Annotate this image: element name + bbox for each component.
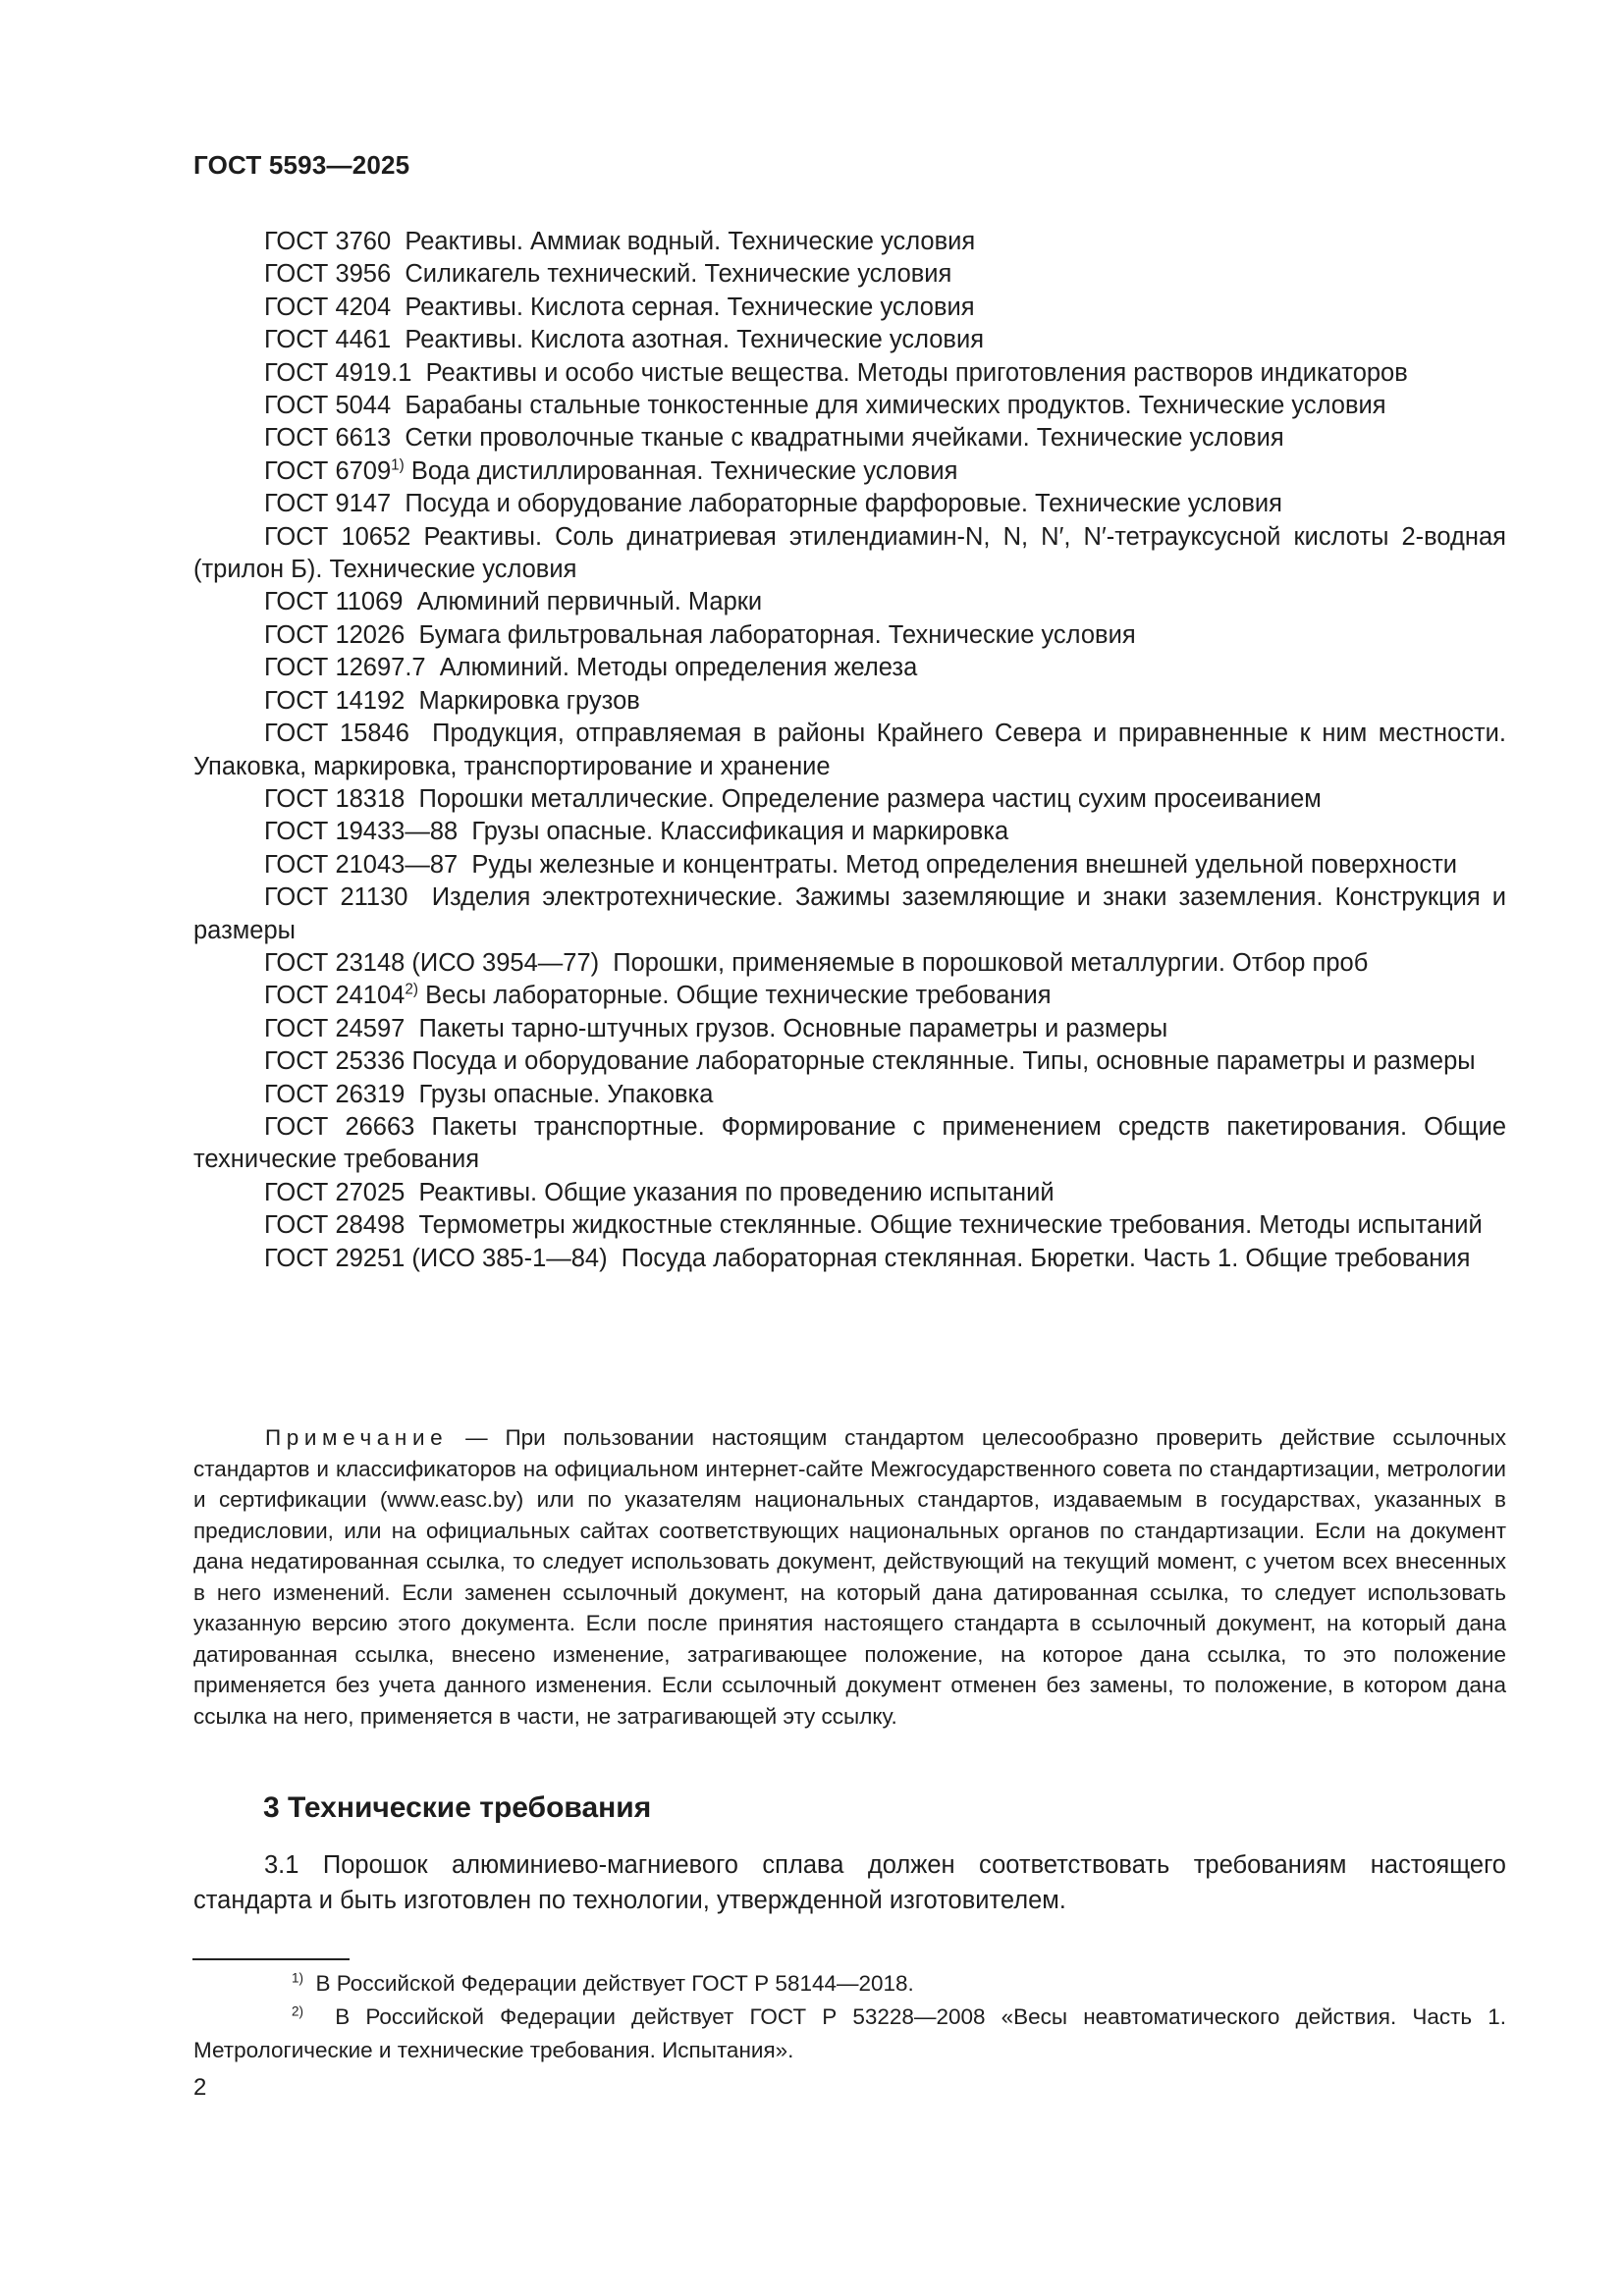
reference-item: ГОСТ 4204 Реактивы. Кислота серная. Технические условия — [264, 293, 975, 321]
footnote-separator — [192, 1958, 350, 1960]
reference-item: ГОСТ 15846 Продукция, отправляемая в районы Крайнего Севера и приравненные к ним местности. Упаковка, маркировка, транспортирование и хранение — [193, 720, 1507, 780]
reference-item: ГОСТ 19433—88 Грузы опасные. Классификация и маркировка — [264, 818, 1009, 846]
footnote-ref[interactable]: 1) — [391, 456, 405, 474]
reference-item: ГОСТ 24104$^{2)}$ Весы лабораторные. Общие технические требования — [264, 981, 1052, 1010]
reference-item: ГОСТ 3760 Реактивы. Аммиак водный. Технические условия — [264, 228, 976, 255]
reference-item: ГОСТ 28498 Термометры жидкостные стеклянные. Общие технические требования. Методы испытаний — [264, 1211, 1483, 1240]
footnote-mark: 2) — [292, 2003, 304, 2019]
normative-references-list — [193, 226, 1506, 1275]
footnote-item: $^{1)}$ В Российской Федерации действует ГОСТ Р 58144—2018. — [292, 1970, 914, 1996]
reference-item: ГОСТ 12026 Бумага фильтровальная лабораторная. Технические условия — [264, 620, 1136, 649]
reference-item: ГОСТ 21130 Изделия электротехнические. Зажимы заземляющие и знаки заземления. Конструкция и размеры — [193, 883, 1506, 944]
reference-item: ГОСТ 24597 Пакеты тарно-штучных грузов. Основные параметры и размеры — [264, 1014, 1168, 1042]
page-number: 2 — [193, 2074, 207, 2101]
reference-item: ГОСТ 14192 Маркировка грузов — [264, 686, 640, 715]
reference-item: ГОСТ 9147 Посуда и оборудование лабораторные фарфоровые. Технические условия — [264, 490, 1282, 518]
note-paragraph — [193, 1422, 1506, 1732]
reference-item: ГОСТ 21043—87 Руды железные и концентраты. Метод определения внешней удельной поверхности — [264, 850, 1458, 879]
clause-3-1: 3.1 Порошок алюминиево-магниевого сплава должен соответствовать требованиям настоящего стандарта и быть изготовлен по технологии, утвержденной изготовителем. — [193, 1851, 1506, 1914]
reference-item: ГОСТ 18318 Порошки металлические. Определение размера частиц сухим просеиванием — [264, 784, 1322, 813]
footnote-mark: 1) — [292, 1970, 304, 1986]
reference-item: ГОСТ 26319 Грузы опасные. Упаковка — [264, 1080, 714, 1108]
reference-item: ГОСТ 25336 Посуда и оборудование лабораторные стеклянные. Типы, основные параметры и размеры — [264, 1047, 1476, 1076]
reference-item: ГОСТ 4461 Реактивы. Кислота азотная. Технические условия — [264, 326, 985, 354]
section-heading: 3 Технические требования — [263, 1791, 652, 1824]
document-header: ГОСТ 5593—2025 — [193, 150, 410, 180]
footnote-item: $^{2)}$ В Российской Федерации действует ГОСТ Р 53228—2008 «Весы неавтоматического действия. Часть 1. Метрологические и технические требования. Испытания». — [193, 2003, 1506, 2062]
reference-item: ГОСТ 29251 (ИСО 385-1—84) Посуда лабораторная стеклянная. Бюретки. Часть 1. Общие требования — [264, 1244, 1471, 1272]
reference-item: ГОСТ 6709$^{1)}$ Вода дистиллированная. Технические условия — [264, 456, 958, 485]
reference-item: ГОСТ 11069 Алюминий первичный. Марки — [264, 588, 763, 616]
note-text: — При пользовании настоящим стандартом целесообразно проверить действие ссылочных стандартов и классификаторов на официальном интернет-сайте Межгосударственного совета по стандартизации, метрологии и сертификации (www.easc.by) или по указателям национальных стандартов, издаваемым в государствах, указанных в предисловии, или на официальных сайтах соответствующих национальных органов по стандартизации. Если на документ дана недатированная ссылка, то следует использовать документ, действующий на текущий момент, с учетом всех внесенных в него изменений. Если заменен ссылочный документ, на который дана датированная ссылка, то следует использовать указанную версию этого документа. Если после принятия настоящего стандарта в ссылочный документ, на который дана датированная ссылка, внесено изменение, затрагивающее положение, на которое дана ссылка, то это положение применяется без учета данного изменения. Если ссылочный документ отменен без замены, то положение, в котором дана ссылка на него, применяется в части, не затрагивающей эту ссылку. — [193, 1425, 1506, 1729]
reference-item: ГОСТ 6613 Сетки проволочные тканые с квадратными ячейками. Технические условия — [264, 424, 1284, 453]
reference-item: ГОСТ 26663 Пакеты транспортные. Формирование с применением средств пакетирования. Общие технические требования — [193, 1112, 1506, 1174]
reference-item: ГОСТ 27025 Реактивы. Общие указания по проведению испытаний — [264, 1178, 1055, 1206]
reference-item: ГОСТ 12697.7 Алюминий. Методы определения железа — [264, 654, 918, 682]
reference-item: ГОСТ 4919.1 Реактивы и особо чистые вещества. Методы приготовления растворов индикаторов — [264, 358, 1408, 387]
footnote-ref[interactable]: 2) — [405, 981, 418, 998]
reference-item: ГОСТ 23148 (ИСО 3954—77) Порошки, применяемые в порошковой металлургии. Отбор проб — [264, 948, 1369, 977]
note-label: Примечание — [265, 1425, 449, 1450]
reference-item: ГОСТ 5044 Барабаны стальные тонкостенные для химических продуктов. Технические условия — [264, 392, 1386, 420]
reference-item: ГОСТ 10652 Реактивы. Соль динатриевая этилендиамин-N, N, N′, N′-тетрауксусной кислоты 2-водная (трилон Б). Технические условия — [193, 522, 1506, 584]
reference-item: ГОСТ 3956 Силикагель технический. Технические условия — [264, 260, 952, 289]
footnotes — [193, 1967, 1506, 2067]
